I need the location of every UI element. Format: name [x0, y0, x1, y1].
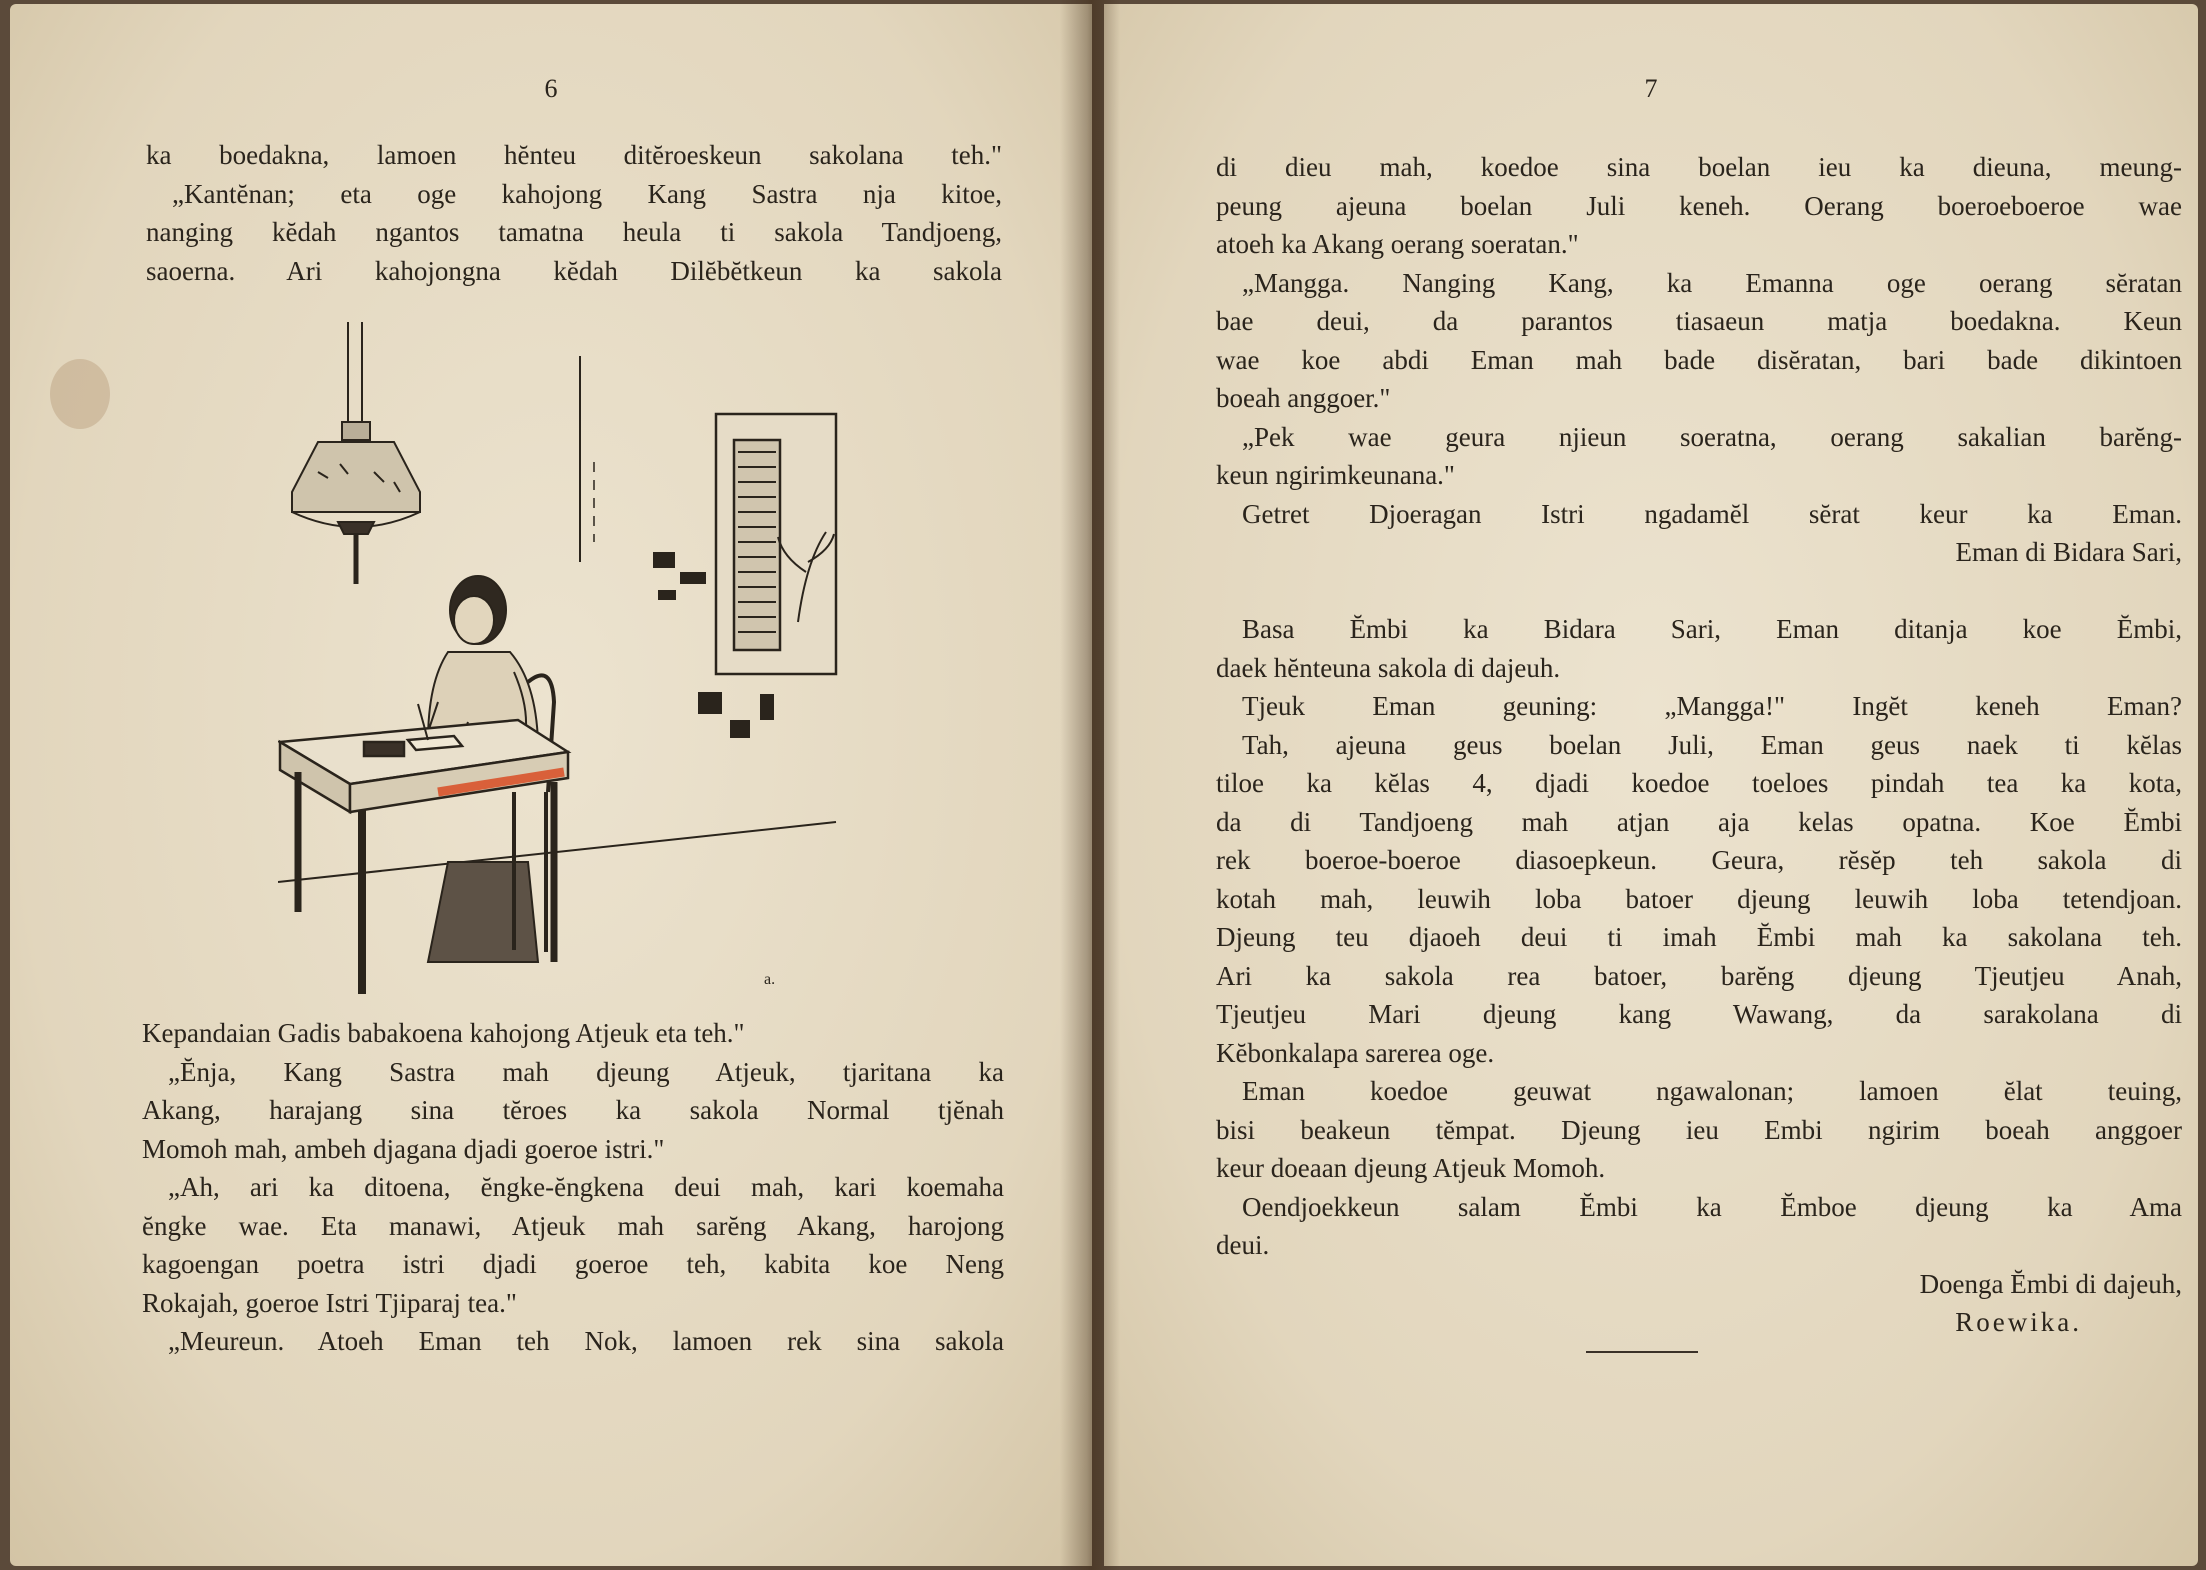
right-page — [1104, 4, 2198, 1566]
text-line: Kepandaian Gadis babakoena kahojong Atjeuk eta teh." — [142, 1018, 745, 1048]
hanging-lamp-icon — [292, 322, 420, 584]
text-line: Basa Ĕmbi ka Bidara Sari, Eman ditanja koe Ĕmbi, — [1242, 614, 2182, 644]
text-line: Rokajah, goeroe Istri Tjiparaj tea." — [142, 1287, 517, 1318]
text-line: ka boedakna, lamoen hĕnteu ditĕroeskeun sakolana teh." — [146, 140, 1002, 170]
right-paragraphs — [1216, 148, 2182, 1342]
text-line: Eman koedoe geuwat ngawalonan; lamoen ĕlat teuing, — [1242, 1076, 2182, 1106]
text-line: Akang, harajang sina tĕroes ka sakola Normal tjĕnah — [142, 1095, 1004, 1125]
text-line: ĕngke wae. Eta manawi, Atjeuk mah sarĕng Akang, harojong — [142, 1210, 1004, 1241]
text-line: Getret Djoeragan Istri ngadamĕl sĕrat keur ka Eman. — [1242, 498, 2182, 529]
text-line: wae koe abdi Eman mah bade disĕratan, bari bade dikintoen — [1216, 344, 2182, 375]
letter-salutation: Eman di Bidara Sari, — [1955, 537, 2182, 567]
left-bottom-paragraphs — [142, 1014, 1004, 1361]
text-line: „Mangga. Nanging Kang, ka Emanna oge oerang sĕratan — [1242, 267, 2182, 298]
blank-line — [1216, 572, 2182, 611]
text-line: kagoengan poetra istri djadi goeroe teh, kabita koe Neng — [142, 1249, 1004, 1279]
illustration-woman-writing — [278, 322, 838, 1000]
text-line: Tjeuk Eman geuning: „Mangga!" Ingĕt keneh Eman? — [1242, 691, 2182, 721]
left-page — [10, 4, 1092, 1566]
text-line: nanging kĕdah ngantos tamatna heula ti sakola Tandjoeng, — [146, 217, 1002, 247]
left-top-paragraphs — [146, 136, 1002, 290]
text-line: atoeh ka Akang oerang soeratan." — [1216, 229, 1579, 259]
text-line: boeah anggoer." — [1216, 383, 1391, 413]
text-line: Oendjoekkeun salam Ĕmbi ka Ĕmboe djeung ka Ama — [1242, 1191, 2182, 1222]
text-line: Djeung teu djaoeh deui ti imah Ĕmbi mah ka sakolana teh. — [1216, 922, 2182, 952]
text-line: peung ajeuna boelan Juli keneh. Oerang boeroeboeroe wae — [1216, 190, 2182, 221]
page-number-right: 7 — [1644, 74, 1658, 103]
text-line: „Meureun. Atoeh Eman teh Nok, lamoen rek sina sakola — [168, 1326, 1004, 1356]
text-line: „Kantĕnan; eta oge kahojong Kang Sastra nja kitoe, — [172, 178, 1002, 209]
text-line: di dieu mah, koedoe sina boelan ieu ka dieuna, meung- — [1216, 152, 2182, 182]
signature-rule — [1586, 1351, 1698, 1353]
text-line: bae deui, da parantos tiasaeun matja boedakna. Keun — [1216, 306, 2182, 336]
text-line: keur doeaan djeung Atjeuk Momoh. — [1216, 1153, 1606, 1183]
letter-signature: Roewika. — [1955, 1307, 2082, 1337]
text-line: „Ĕnja, Kang Sastra mah djeung Atjeuk, tjaritana ka — [168, 1056, 1004, 1087]
paper-stain — [50, 359, 110, 429]
text-line: tiloe ka kĕlas 4, djadi koedoe toeloes pindah tea ka kota, — [1216, 768, 2182, 798]
window-shutter-icon — [716, 414, 836, 674]
text-line: rek boeroe-boeroe diasoepkeun. Geura, rĕsĕp teh sakola di — [1216, 845, 2182, 875]
text-line: keun ngirimkeunana." — [1216, 460, 1455, 490]
text-line: kotah mah, leuwih loba batoer djeung leuwih loba tetendjoan. — [1216, 883, 2182, 914]
text-line: „Ah, ari ka ditoena, ĕngke-ĕngkena deui mah, kari koemaha — [168, 1172, 1004, 1202]
letter-closing: Doenga Ĕmbi di dajeuh, — [1919, 1268, 2182, 1299]
text-line: bisi beakeun tĕmpat. Djeung ieu Embi ngirim boeah anggoer — [1216, 1114, 2182, 1145]
text-line: Kĕbonkalapa sarerea oge. — [1216, 1037, 1495, 1068]
text-line: daek hĕnteuna sakola di dajeuh. — [1216, 652, 1561, 683]
text-line: saoerna. Ari kahojongna kĕdah Dilĕbĕtkeun ka sakola — [146, 255, 1002, 286]
text-line: Ari ka sakola rea batoer, barĕng djeung Tjeutjeu Anah, — [1216, 960, 2182, 991]
text-line: deui. — [1216, 1230, 1270, 1260]
text-line: Tah, ajeuna geus boelan Juli, Eman geus naek ti kĕlas — [1242, 729, 2182, 760]
text-line: Tjeutjeu Mari djeung kang Wawang, da sarakolana di — [1216, 999, 2182, 1029]
illustration-label: a. — [764, 971, 776, 988]
page-number-left: 6 — [544, 74, 558, 103]
text-line: Momoh mah, ambeh djagana djadi goeroe istri." — [142, 1133, 665, 1164]
text-line: „Pek wae geura njieun soeratna, oerang sakalian barĕng- — [1242, 421, 2182, 452]
text-line: da di Tandjoeng mah atjan aja kelas opatna. Koe Ĕmbi — [1216, 806, 2182, 837]
